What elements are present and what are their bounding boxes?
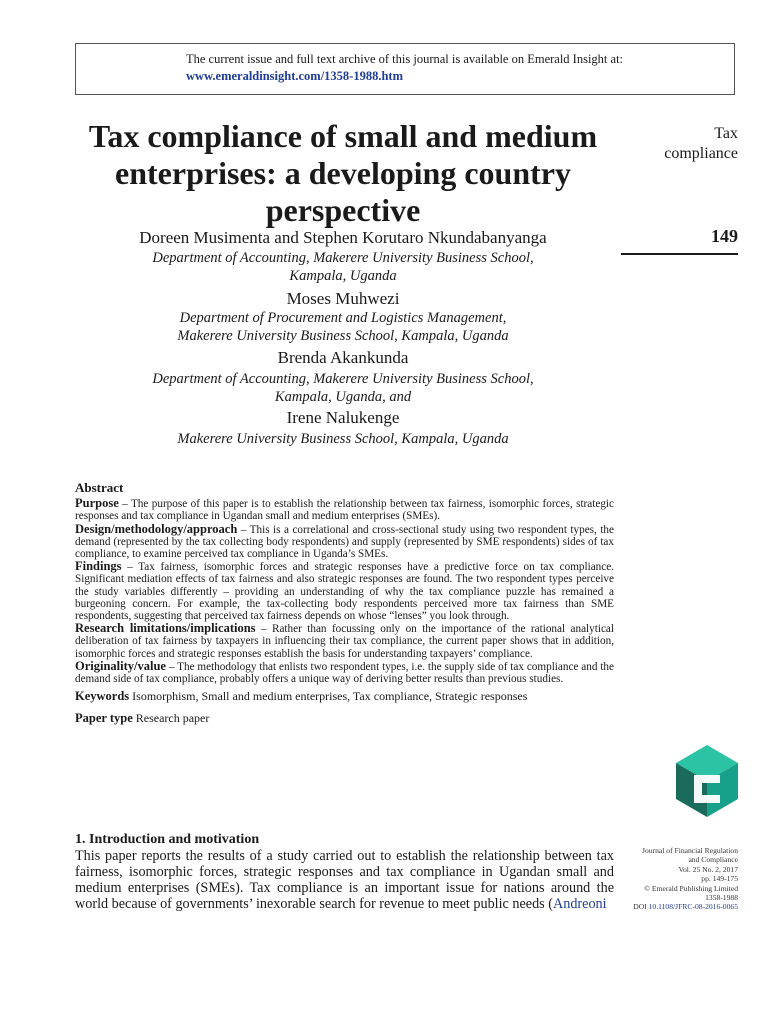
abstract-paper-type: [75, 712, 614, 724]
intro-text: This paper reports the results of a study carried out to establish the relationship between tax fairness, isomorphic forces, strategic responses and tax compliance in Ugandan small and medium enterprises (SMEs). Tax compliance is an important issue for nations around the world because of governments’ inexorable search for revenue to meet public needs (: [75, 848, 614, 912]
affiliation-line: Kampala, Uganda, and: [274, 389, 412, 405]
abstract-keywords: [75, 690, 614, 702]
journal-name-line1: Journal of Financial Regulation: [642, 846, 738, 855]
affiliation-line: Department of Accounting, Makerere University Business School,: [152, 250, 534, 266]
intro-paragraph: [75, 848, 614, 912]
journal-issn: 1358-1988: [705, 893, 738, 903]
introduction-section: [75, 832, 614, 912]
journal-doi: [633, 902, 738, 911]
originality-label: Originality/value: [75, 658, 166, 673]
affiliation-line: Department of Procurement and Logistics Management,: [179, 310, 507, 326]
abstract-purpose: [75, 497, 614, 522]
intro-heading: 1. Introduction and motivation: [75, 832, 260, 847]
author-affiliation: [60, 249, 626, 285]
doi-link[interactable]: 10.1108/JFRC-08-2016-0065: [648, 902, 738, 912]
author-name: Irene Nalukenge: [286, 408, 400, 427]
author-name: Doreen Musimenta and Stephen Korutaro Nkundabanyanga: [139, 228, 547, 247]
abstract-research: [75, 622, 614, 660]
journal-volume: Vol. 25 No. 2, 2017: [678, 864, 738, 874]
affiliation-line: Kampala, Uganda: [289, 268, 397, 284]
running-head-line1: Tax: [714, 125, 738, 142]
journal-pages: pp. 149-175: [701, 874, 738, 884]
keywords-label: Keywords: [75, 689, 130, 704]
journal-copyright: © Emerald Publishing Limited: [644, 883, 738, 893]
research-text: – Rather than focussing only on the importance of the rational analytical deliberation of tax fairness by taxpayers in influencing their tax compliance, the current paper shows that in addition, isomorphic forces and strategic responses establish the basis for understanding taxpayers’ compliance.: [75, 623, 615, 660]
running-head-line2: compliance: [664, 145, 738, 162]
paper-title: Tax compliance of small and medium enterprises: a developing country perspective: [88, 118, 598, 228]
affiliation-line: Makerere University Business School, Kampala, Uganda: [177, 328, 509, 344]
abstract-findings: [75, 560, 614, 622]
purpose-label: Purpose: [75, 496, 119, 511]
design-label: Design/methodology/approach: [75, 521, 238, 536]
design-text: – This is a correlational and cross-sectional study using two respondent types, the demand (represented by the tax collecting body respondents) and supply (represented by SME respondents) sides of tax compliance, to examine perceived tax compliance in Uganda’s SMEs.: [75, 523, 614, 561]
journal-info: [633, 846, 738, 912]
findings-text: – Tax fairness, isomorphic forces and strategic responses have a predictive force on tax compliance. Significant mediation effects of tax fairness and also strategic responses are found. The two respondent types perceive the study variables differently – providing an understanding of why the tax compliance puzzle has remained a burgeoning concern. For example, the tax-collecting body respondents perceived more tax fairness than SME respondents, suggesting that perceived tax fairness depends on whose “lenses” you look through.: [75, 561, 614, 623]
findings-label: Findings: [75, 559, 122, 574]
author-affiliation: [60, 370, 626, 406]
author-name: Moses Muhwezi: [286, 289, 400, 308]
archive-notice-link[interactable]: www.emeraldinsight.com/1358-1988.htm: [186, 69, 403, 83]
abstract-section: [75, 482, 614, 725]
archive-notice-box: [75, 43, 735, 95]
author-affiliation: [60, 309, 626, 345]
abstract-design: [75, 523, 614, 561]
purpose-text: – The purpose of this paper is to establish the relationship between tax fairness, isomorphic forces, strategic responses and tax compliance in Ugandan small and medium enterprises (SMEs).: [75, 498, 614, 523]
abstract-originality: [75, 660, 614, 685]
emerald-logo-icon: [676, 745, 738, 817]
page-number: 149: [711, 226, 738, 246]
author-affiliation: [60, 430, 626, 448]
page-number-rule: [621, 253, 738, 255]
originality-text: – The methodology that enlists two respondent types, i.e. the supply side of tax compliance and the demand side of tax compliance, probably offers a unique way of deriving better results than previous studies.: [75, 660, 614, 686]
doi-label: DOI: [633, 902, 649, 912]
abstract-heading: Abstract: [75, 480, 124, 495]
archive-notice-text: The current issue and full text archive of this journal is available on Emerald Insight at:: [186, 52, 624, 66]
running-head: [664, 124, 738, 164]
affiliation-line: Makerere University Business School, Kampala, Uganda: [177, 431, 509, 447]
citation-link[interactable]: Andreoni: [552, 896, 607, 912]
author-name: Brenda Akankunda: [277, 348, 409, 367]
affiliation-line: Department of Accounting, Makerere University Business School,: [152, 371, 534, 387]
keywords-text: Isomorphism, Small and medium enterprises, Tax compliance, Strategic responses: [129, 689, 528, 704]
paper-type-label: Paper type: [75, 711, 133, 726]
journal-name-line2: and Compliance: [688, 855, 738, 865]
paper-type-text: Research paper: [132, 711, 210, 726]
research-label: Research limitations/implications: [75, 621, 256, 636]
